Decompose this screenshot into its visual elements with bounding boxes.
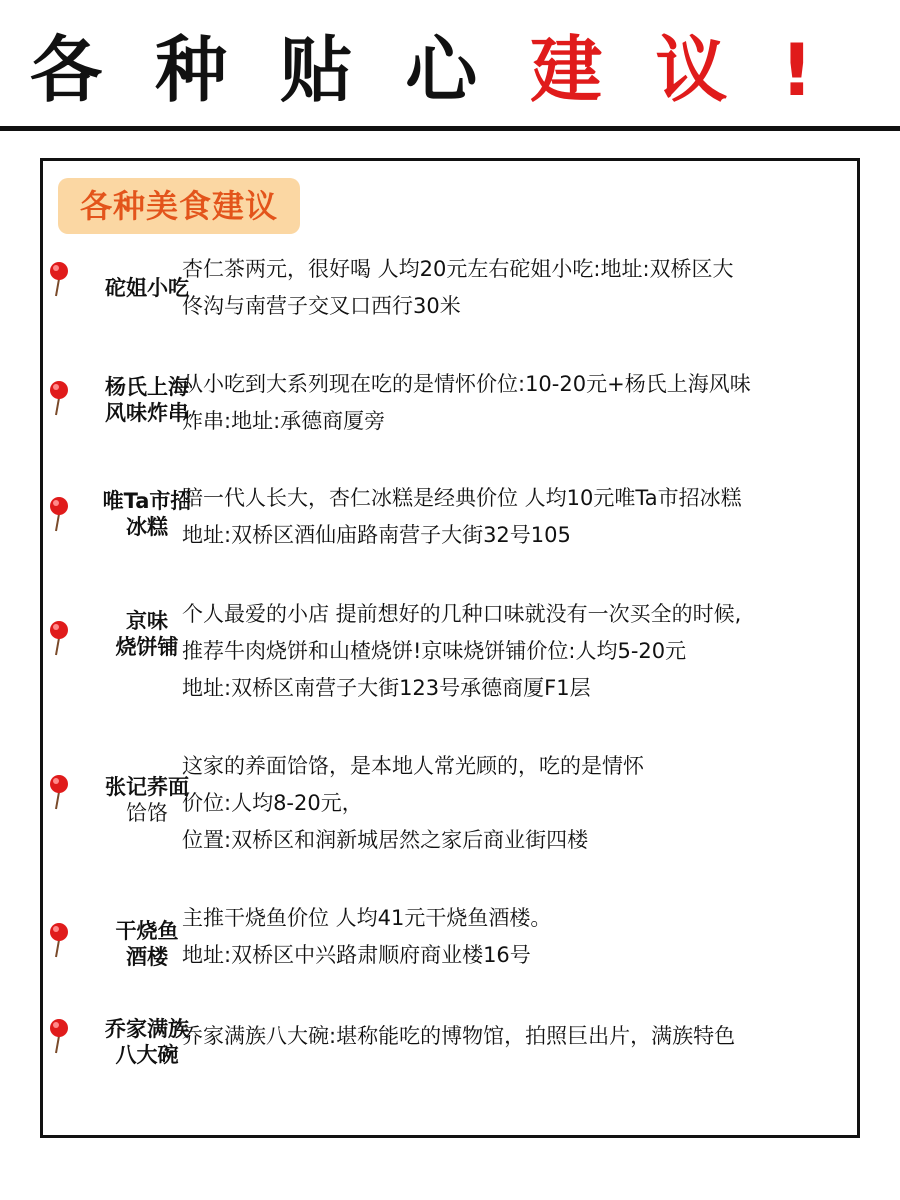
entry-name-line: 冰糕 xyxy=(126,515,168,539)
entry-desc-line: 杏仁茶两元，很好喝 人均20元左右砣姐小吃:地址:双桥区大 xyxy=(182,257,734,281)
section-tag-label: 各种美食建议 xyxy=(79,187,278,225)
pushpin-icon xyxy=(48,496,70,532)
entry-name-line: 砣姐小吃 xyxy=(105,276,189,300)
pushpin-icon xyxy=(48,774,70,810)
pushpin-icon xyxy=(48,620,70,656)
entry-desc-line: 价位:人均8-20元， xyxy=(182,791,363,815)
section-tag xyxy=(58,178,300,234)
entry-desc xyxy=(182,596,848,707)
entry-desc-line: 这家的养面饸饹，是本地人常光顾的，吃的是情怀 xyxy=(182,754,644,778)
entry-name-line: 干烧鱼 xyxy=(115,919,179,943)
entry-desc-line: 陪一代人长大，杏仁冰糕是经典价位 人均10元唯Ta市招冰糕 xyxy=(182,486,742,510)
entry-desc-line: 佟沟与南营子交叉口西行30米 xyxy=(182,294,461,318)
pushpin-icon xyxy=(48,1018,70,1054)
entry-desc-line: 地址:双桥区南营子大街123号承德商厦F1层 xyxy=(182,676,591,700)
entry-name-line: 烧饼铺 xyxy=(115,635,179,659)
entry-name-line: 京味 xyxy=(126,609,168,633)
pushpin-icon xyxy=(48,922,70,958)
entry-desc xyxy=(182,251,848,325)
entry-desc-line: 个人最爱的小店 提前想好的几种口味就没有一次买全的时候, xyxy=(182,602,742,626)
entry-name-line: 杨氏上海 xyxy=(105,375,189,399)
entry-desc xyxy=(182,1018,848,1055)
entry-desc-line: 乔家满族八大碗:堪称能吃的博物馆，拍照巨出片，满族特色 xyxy=(182,1024,736,1048)
entry-name-line: 张记荞面 xyxy=(105,775,189,799)
entry-name-line: 饸饹 xyxy=(126,801,168,825)
entry-desc-line: 位置:双桥区和润新城居然之家后商业街四楼 xyxy=(182,828,589,852)
entry-name-line: 酒楼 xyxy=(126,945,168,969)
entry-name-line: 风味炸串 xyxy=(105,401,189,425)
entry-desc-line: 从小吃到大系列现在吃的是情怀价位:10-20元+杨氏上海风味 xyxy=(182,372,751,396)
entry-desc-line: 地址:双桥区中兴路肃顺府商业楼16号 xyxy=(182,943,531,967)
entry-desc xyxy=(182,900,848,974)
entry-desc-line: 地址:双桥区酒仙庙路南营子大街32号105 xyxy=(182,523,571,547)
header-divider xyxy=(0,126,900,131)
page-title-dark: 各 种 贴 心 xyxy=(30,28,492,112)
page-title-red: 建 议 ! xyxy=(530,28,828,112)
entry-name-line: 唯Ta市招 xyxy=(102,489,192,513)
entry-desc-line: 主推干烧鱼价位 人均41元干烧鱼酒楼。 xyxy=(182,906,552,930)
entry-desc xyxy=(182,366,848,440)
header xyxy=(0,0,900,128)
entry-desc-line: 推荐牛肉烧饼和山楂烧饼!京味烧饼铺价位:人均5-20元 xyxy=(182,639,687,663)
entry-desc xyxy=(182,748,848,859)
entry-name-line: 八大碗 xyxy=(115,1043,179,1067)
entry-desc xyxy=(182,480,848,554)
pushpin-icon xyxy=(48,261,70,297)
entry-name-line: 乔家满族 xyxy=(105,1017,189,1041)
page-title xyxy=(30,22,827,118)
entry-desc-line: 炸串:地址:承德商厦旁 xyxy=(182,409,386,433)
pushpin-icon xyxy=(48,380,70,416)
